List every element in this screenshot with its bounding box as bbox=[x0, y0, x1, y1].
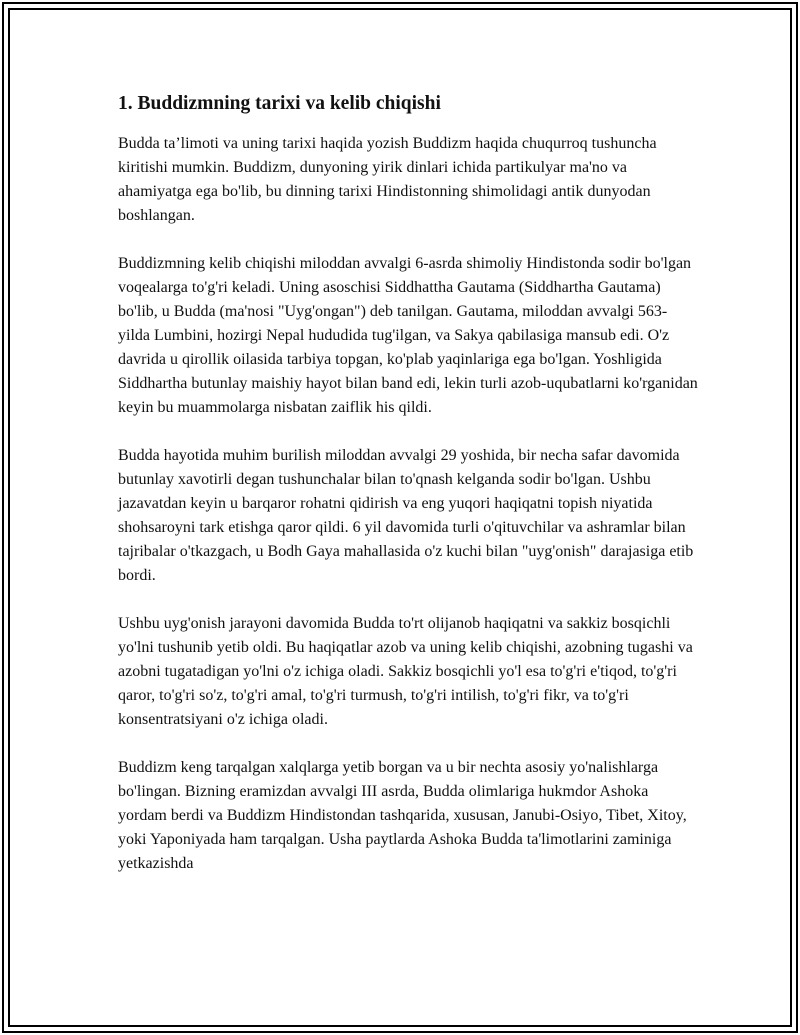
paragraph-awakening: Ushbu uyg'onish jarayoni davomida Budda to'rt olijanob haqiqatni va sakkiz bosqichli yo'lni tushunib yetib oldi. Bu haqiqatlar azob va uning kelib chiqishi, azobning tugashi va azobni tugatadigan yo'lni o'z ichiga oladi. Sakkiz bosqichli yo'l esa to'g'ri e'tiqod, to'g'ri qaror, to'g'ri so'z, to'g'ri amal, to'g'ri turmush, to'g'ri intilish, to'g'ri fikr, va to'g'ri konsentratsiyani o'z ichiga oladi. bbox=[118, 615, 693, 728]
document-body bbox=[118, 90, 698, 900]
paragraph-turning-point: Budda hayotida muhim burilish miloddan avvalgi 29 yoshida, bir necha safar davomida butunlay xavotirli degan tushunchalar bilan to'qnash kelganda sodir bo'lgan. Ushbu jazavatdan keyin u barqaror rohatni qidirish va eng yuqori haqiqatni topish niyatida shohsaroyni tark etishga qaror qildi. 6 yil davomida turli o'qituvchilar va ashramlar bilan tajribalar o'tkazgach, u Bodh Gaya mahallasida o'z kuchi bilan "uyg'onish" darajasiga etib bordi. bbox=[118, 447, 694, 584]
paragraph-spread: Buddizm keng tarqalgan xalqlarga yetib borgan va u bir nechta asosiy yo'nalishlarga bo'lingan. Bizning eramizdan avvalgi III asrda, Budda olimlariga hukmdor Ashoka yordam berdi va Buddizm Hindistondan tashqarida, xususan, Janubi-Osiyo, Tibet, Xitoy, yoki Yaponiyada ham tarqalgan. Usha paytlarda Ashoka Budda ta'limotlarini zaminiga yetkazishda bbox=[118, 759, 687, 872]
paragraph-origins: Buddizmning kelib chiqishi miloddan avvalgi 6-asrda shimoliy Hindistonda sodir bo'lgan voqealarga to'g'ri keladi. Uning asoschisi Siddhattha Gautama (Siddhartha Gautama) bo'lib, u Budda (ma'nosi "Uyg'ongan") deb tanilgan. Gautama, miloddan avvalgi 563-yilda Lumbini, hozirgi Nepal hududida tug'ilgan, va Sakya qabilasiga mansub edi. O'z davrida u qirollik oilasida tarbiya topgan, ko'plab yaqinlariga ega bo'lgan. Yoshligida Siddhartha butunlay maishiy hayot bilan band edi, lekin turli azob-uqubatlarni ko'rganidan keyin bu muammolarga nisbatan zaiflik his qildi. bbox=[118, 255, 698, 416]
paragraph-intro: Budda ta’limoti va uning tarixi haqida yozish Buddizm haqida chuqurroq tushuncha kiritishi mumkin. Buddizm, dunyoning yirik dinlari ichida partikulyar ma'no va ahamiyatga ega bo'lib, bu dinning tarixi Hindistonning shimolidagi antik dunyodan boshlangan. bbox=[118, 135, 657, 224]
section-heading: 1. Buddizmning tarixi va kelib chiqishi bbox=[118, 93, 441, 114]
